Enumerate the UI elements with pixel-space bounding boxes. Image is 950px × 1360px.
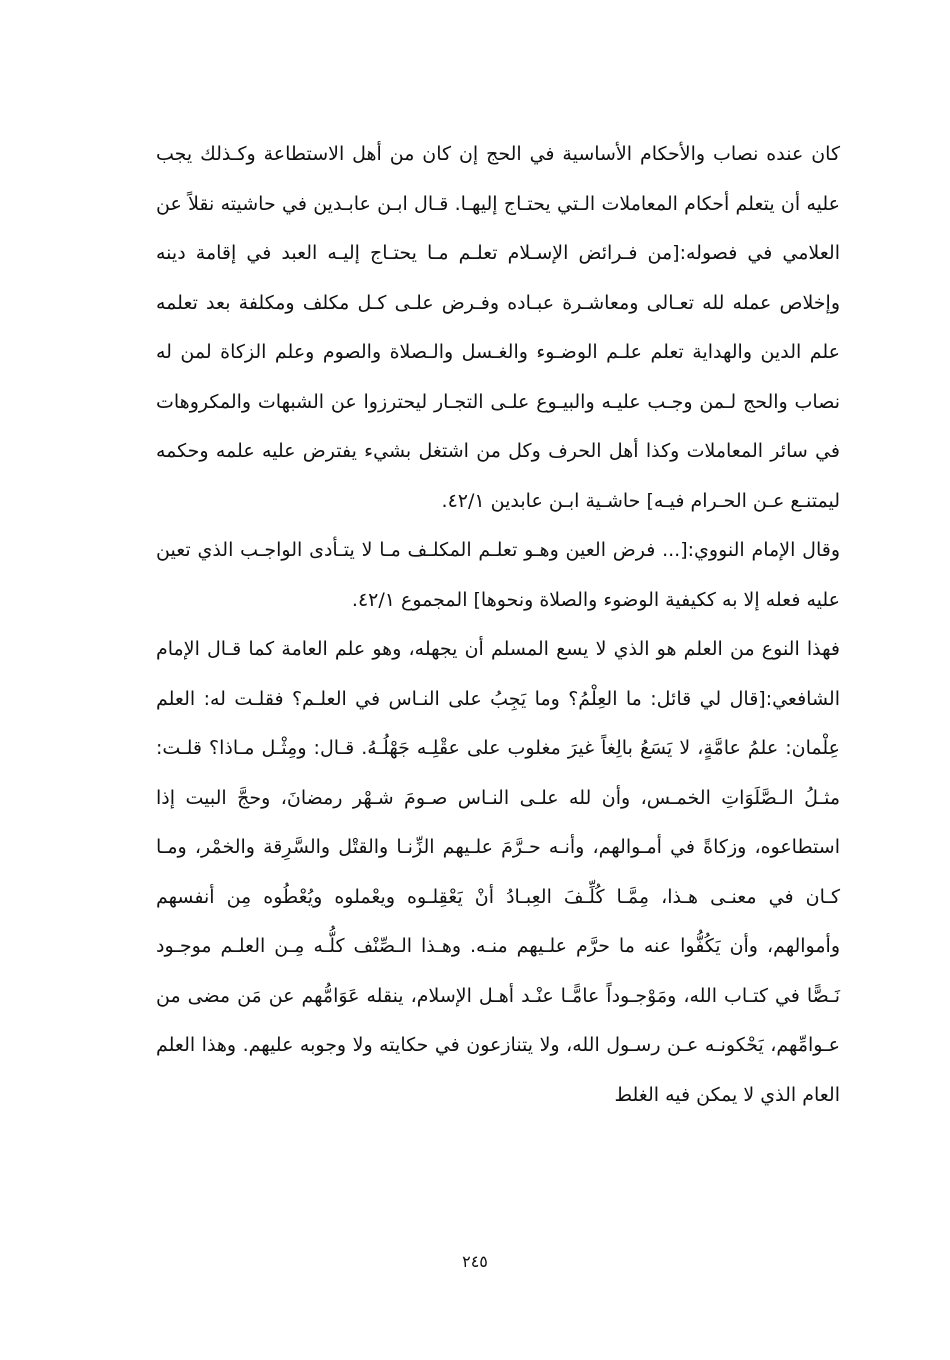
- page-number: ٢٤٥: [462, 1252, 488, 1271]
- paragraph-ibn-abidin-quote: كان عنده نصاب والأحكام الأساسية في الحج إن كان من أهل الاستطاعة وكـذلك يجب عليه أن يتعلم أحكام المعاملات الـتي يحتـاج إليهـا. قـال ابـن عابـدين في حاشيته نقلاً عن العلامي في فصوله:[من فـرائض الإسـلام تعلـم مـا يحتـاج إليـه العبد في إقامة دينه وإخلاص عمله لله تعـالى ومعاشـرة عبـاده وفـرض علـى كـل مكلف ومكلفة بعد تعلمه علم الدين والهداية تعلم علـم الوضـوء والغـسل والـصلاة والصوم وعلم الزكاة لمن له نصاب والحج لـمن وجـب عليـه والبيـوع علـى التجـار ليحترزوا عن الشبهات والمكروهات في سائر المعاملات وكذا أهل الحرف وكل من اشتغل بشيء يفترض عليه علمه وحكمه ليمتنـع عـن الحـرام فيـه] حاشـية ابـن عابدين ٤٢/١.: [156, 143, 840, 512]
- body-text: [156, 130, 840, 1120]
- paragraph-shafii-quote: فهذا النوع من العلم هو الذي لا يسع المسلم أن يجهله، وهو علم العامة كما قـال الإمام الشافعي:[قال لي قائل: ما العِلْمُ؟ وما يَجِبُ على النـاس في العلـم؟ فقلـت له: العلم عِلْمان: علمُ عامَّةٍ، لا يَسَعُ بالِغاً غيرَ مغلوب على عقْلِـه جَهْلُـهُ. قـال: ومِثْـل مـاذا؟ قلـت: مثـلُ الـصَّلَوَاتِ الخمـس، وأن لله علـى النـاس صـومَ شـهْر رمضانَ، وحجَّ البيت إذا استطاعوه، وزكاةً في أمـوالهم، وأنـه حـرَّمَ علـيهم الزِّنـا والقتْل والسَّرِقة والخمْر، ومـا كـان في معنـى هـذا، مِمَّـا كُلِّـفَ العِبـادُ أنْ يَعْقِلـوه ويعْملوه ويُعْطُوه مِن أنفسهم وأموالهم، وأن يَكُفُّوا عنه ما حرَّم علـيهم منـه. وهـذا الـصِّنْف كلُّـه مِـن العلـم موجـود نَـصًّا في كتـاب الله، ومَوْجـوداً عامًّـا عنْـد أهـل الإسلام، ينقله عَوَامُّهم عن مَن مضى من عـوامِّهم، يَحْكونـه عـن رسـول الله، ولا يتنازعون في حكايته ولا وجوبه عليهم. وهذا العلم العام الذي لا يمكن فيه الغلط: [156, 638, 840, 1106]
- paragraph-nawawi-quote: وقال الإمام النووي:[... فرض العين وهـو تعلـم المكلـف مـا لا يتـأدى الواجـب الذي تعين عليه فعله إلا به ككيفية الوضوء والصلاة ونحوها] المجموع ٤٢/١.: [156, 539, 840, 611]
